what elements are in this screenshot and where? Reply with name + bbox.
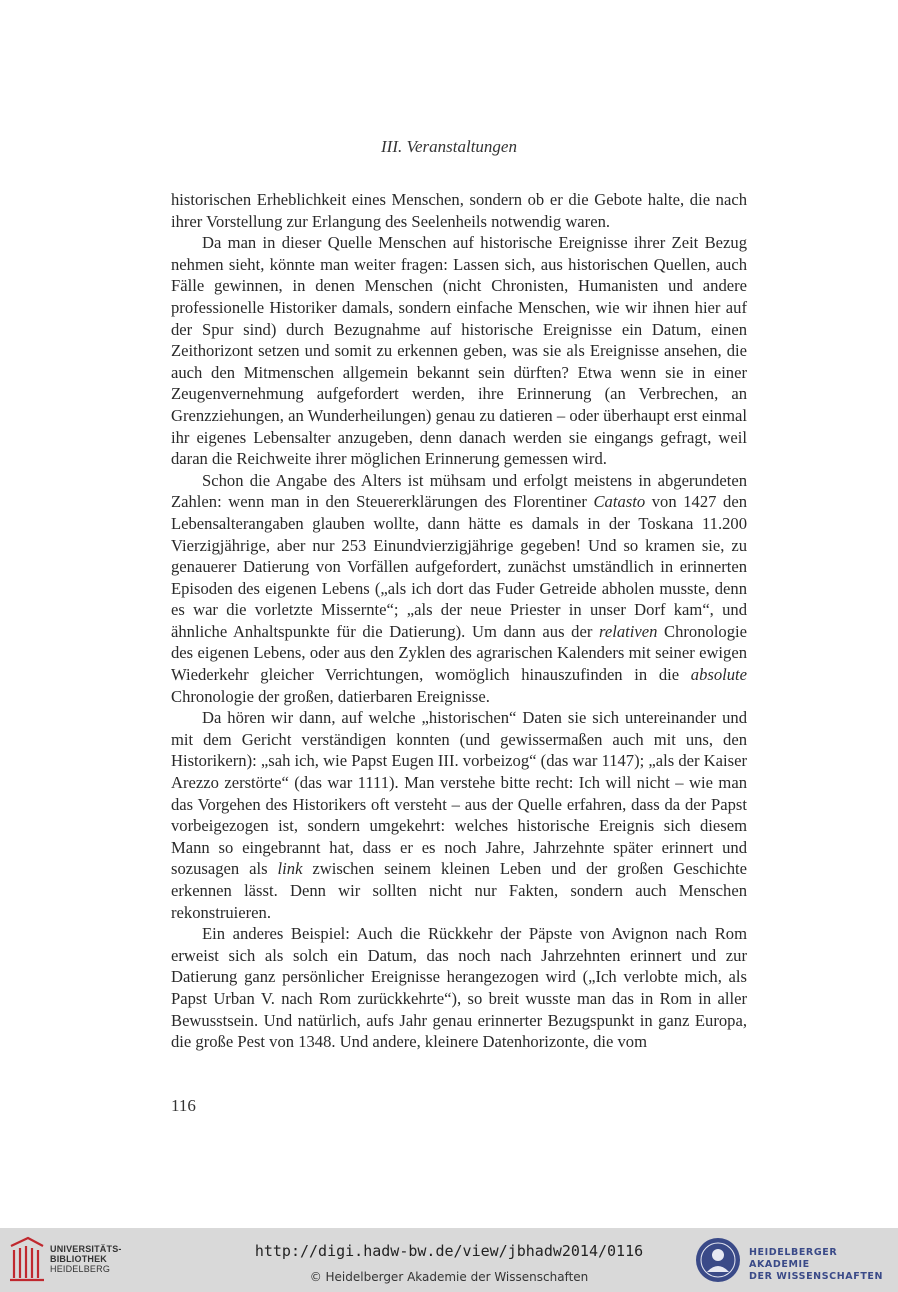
text-run: historischen Erheblichkeit eines Menschen, sondern ob er die Gebote halte, die nach ihrer Vorstellung zur Erlangung des Seelenheils notwendig waren. bbox=[171, 190, 747, 231]
paragraph bbox=[171, 470, 747, 708]
text-run: von 1427 den Lebensalterangaben glauben wollte, dann hätte es damals in der Toskana 11.200 Vierzigjährige, aber nur 253 Einundvierzigjährige gegeben! Und so kramen sie, zu genauerer Datierung von Vorfällen aufgefordert, zunächst umständlich in erinnerten Episoden des eigenen Lebens („als ich dort das Fuder Getreide abholen musste, denn es war die vorletzte Missernte“; „als der neue Priester in unser Dorf kam“, und ähnliche Anhaltspunkte für die Datierung). Um dann aus der bbox=[171, 492, 748, 641]
italic-term: relativen bbox=[599, 621, 658, 641]
paragraph bbox=[171, 189, 747, 232]
text-run: zwischen seinem kleinen Leben und der großen Geschichte erkennen lässt. Denn wir sollten nicht nur Fakten, sondern auch Menschen rekonstruieren. bbox=[171, 859, 747, 922]
italic-term: Catasto bbox=[593, 492, 646, 512]
italic-term: absolute bbox=[690, 665, 747, 685]
copyright-notice: © Heidelberger Akademie der Wissenschaften bbox=[309, 1270, 589, 1284]
running-head: III. Veranstaltungen bbox=[381, 137, 517, 156]
permalink-url[interactable]: http://digi.hadw-bw.de/view/jbhadw2014/0116 bbox=[254, 1242, 644, 1260]
paragraph bbox=[171, 232, 747, 470]
text-run: Da man in dieser Quelle Menschen auf historische Ereignisse ihrer Zeit Bezug nehmen sieht, könnte man weiter fragen: Lassen sich, aus historischen Quellen, auch Fälle gewinnen, in denen Menschen (nicht Chronisten, Humanisten und andere professionelle Historiker damals, sondern einfache Menschen, wie wir ihnen hier auf der Spur sind) durch Bezugnahme auf historische Ereignisse ein Datum, einen Zeithorizont setzen und somit zu erkennen geben, was sie als Ereignisse ansehen, die auch den Mitmenschen allgemein bekannt sein dürften? Etwa wenn sie in einer Zeugenvernehmung aufgefordert werden, ihre Erinnerung (an Verbrechen, an Grenzziehungen, an Wunderheilungen) genau zu datieren – oder überhaupt erst einmal ihr eigenes Lebensalter anzugeben, denn danach werden sie eingangs gefragt, weil daran die Reichweite ihrer möglichen Erinnerung gemessen wird. bbox=[171, 233, 747, 469]
page-number: 116 bbox=[171, 1096, 196, 1115]
text-run: Da hören wir dann, auf welche „historischen“ Daten sie sich untereinander und mit dem Gericht verständigen konnten (und gewissermaßen auch mit uns, den Historikern): „sah ich, wie Papst Eugen III. vorbeizog“ (das war 1147); „als der Kaiser Arezzo zerstörte“ (das war 1111). Man verstehe bitte recht: Ich will nicht – wie man das Vorgehen des Historikers oft versteht – aus der Quelle erfahren, dass da der Papst vorbeigezogen ist, sondern umgekehrt: welches historische Ereignis sich diesem Mann so eingebrannt hat, dass er es noch Jahre, Jahrzehnte später erinnert und sozusagen als bbox=[171, 708, 747, 879]
academy-seal-icon bbox=[694, 1236, 742, 1284]
body-text bbox=[171, 189, 747, 1053]
footer-bar bbox=[0, 1228, 898, 1292]
academy-name: HEIDELBERGER AKADEMIE DER WISSENSCHAFTEN bbox=[749, 1247, 884, 1282]
text-run: Chronologie der großen, datierbaren Ereignisse. bbox=[171, 686, 490, 706]
paragraph bbox=[171, 923, 747, 1053]
italic-term: link bbox=[277, 859, 303, 879]
text-run: Ein anderes Beispiel: Auch die Rückkehr der Päpste von Avignon nach Rom erweist sich als solch ein Datum, das noch nach Jahrzehnten erinnert und zur Datierung ganz persönlicher Ereignisse herangezogen wird („Ich verlobte mich, als Papst Urban V. nach Rom zurückkehrte“), so breit wusste man das in Rom in aller Bewusstsein. Und natürlich, aufs Jahr genau erinnerter Bezugspunkt in ganz Europa, die große Pest von 1348. Und andere, kleinere Datenhorizonte, die vom bbox=[171, 924, 747, 1052]
text-run: Chronologie des eigenen Lebens, oder aus den Zyklen des agrarischen Kalenders mit seiner ewigen Wiederkehr gleicher Verrichtungen, womöglich hinauszufinden in die bbox=[171, 621, 747, 685]
text-run: Schon die Angabe des Alters ist mühsam und erfolgt meistens in abgerundeten Zahlen: wenn man in den Steuererklärungen des Florentiner bbox=[171, 470, 747, 512]
paragraph bbox=[171, 707, 747, 923]
university-library-name: UNIVERSITÄTS- BIBLIOTHEK HEIDELBERG bbox=[50, 1244, 122, 1274]
